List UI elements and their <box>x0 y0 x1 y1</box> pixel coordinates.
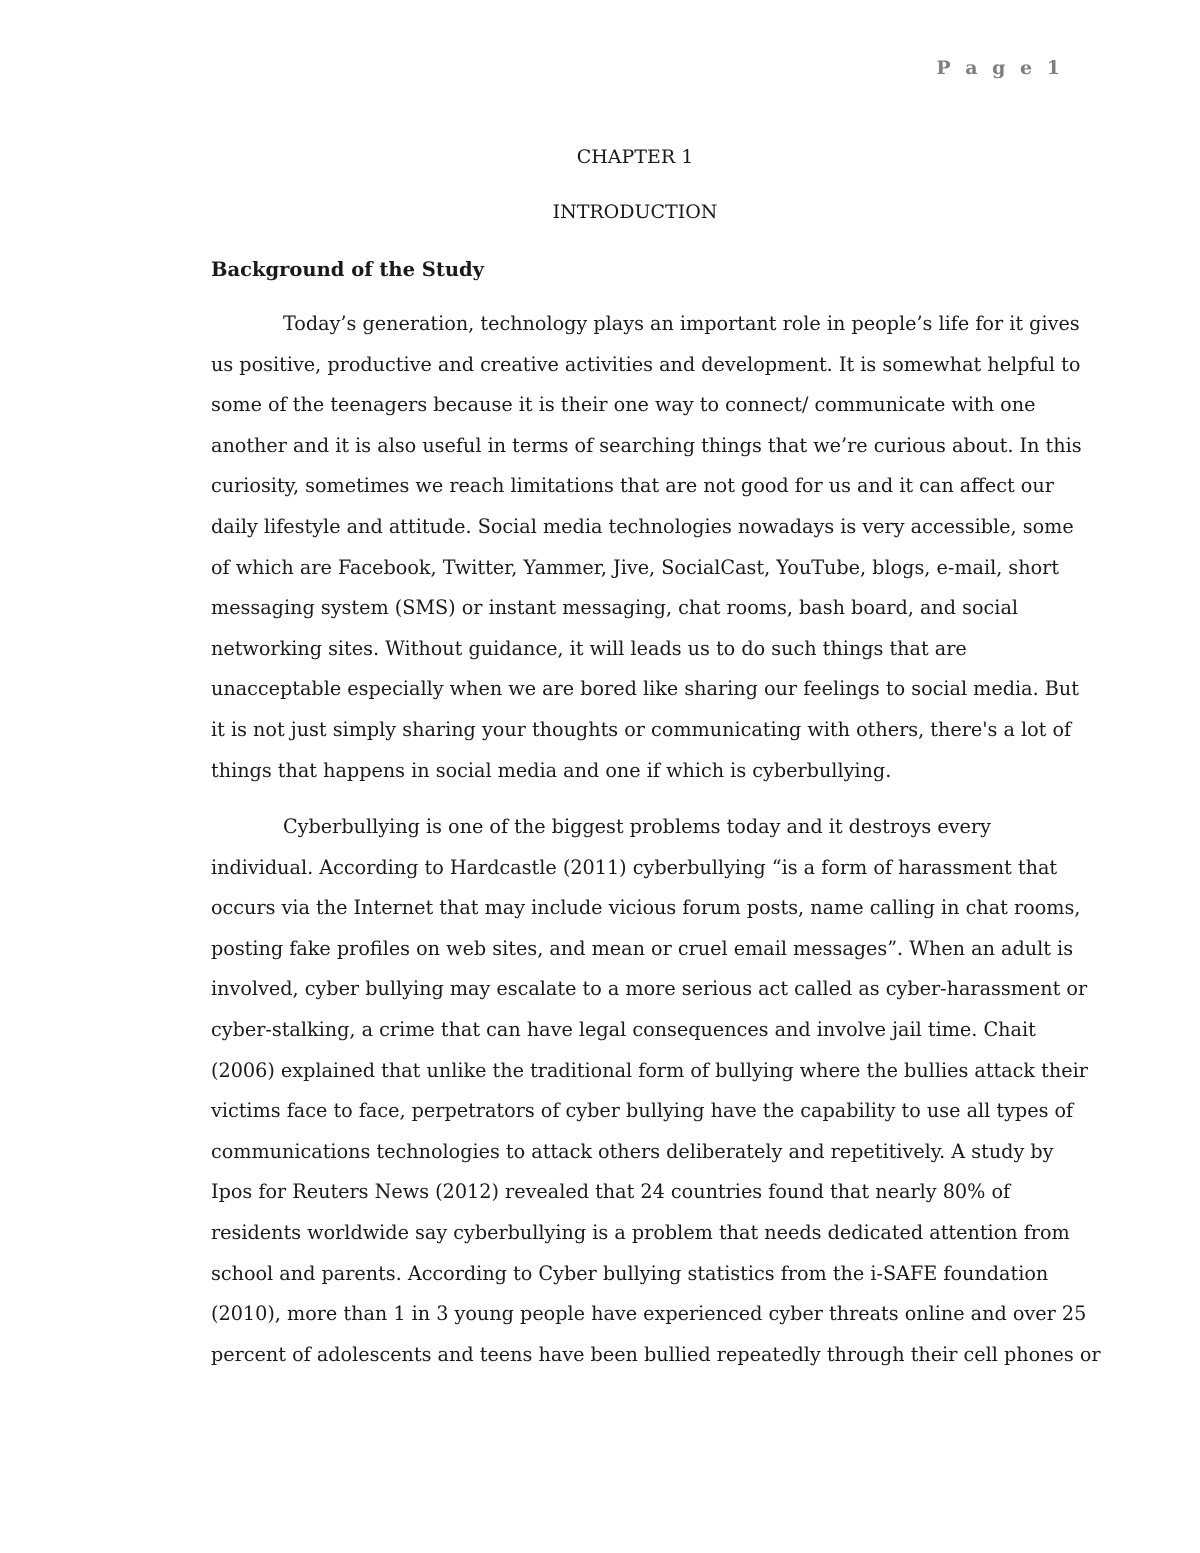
paragraph-line: of which are Facebook, Twitter, Yammer, Jive, SocialCast, YouTube, blogs, e-mail, short <box>211 555 1060 579</box>
paragraph-line: school and parents. According to Cyber bullying statistics from the i-SAFE foundation <box>211 1261 1049 1285</box>
paragraph-line: individual. According to Hardcastle (2011) cyberbullying “is a form of harassment that <box>211 855 1058 879</box>
paragraph-line: us positive, productive and creative activities and development. It is somewhat helpful to <box>211 352 1081 376</box>
paragraph-line: victims face to face, perpetrators of cyber bullying have the capability to use all types of <box>211 1099 1074 1123</box>
paragraph-line: posting fake profiles on web sites, and mean or cruel email messages”. When an adult is <box>211 936 1074 960</box>
paragraph-line: percent of adolescents and teens have been bullied repeatedly through their cell phones or <box>211 1342 1101 1366</box>
paragraph-line: Cyberbullying is one of the biggest problems today and it destroys every <box>283 815 991 838</box>
paragraph-line: Ipos for Reuters News (2012) revealed that 24 countries found that nearly 80% of <box>211 1180 1011 1204</box>
paragraph-1 <box>211 304 1082 791</box>
page-number: 1 <box>1046 57 1060 79</box>
paragraph-line: communications technologies to attack others deliberately and repetitively. A study by <box>211 1139 1054 1163</box>
paragraph-line: networking sites. Without guidance, it will leads us to do such things that are <box>211 636 967 660</box>
paragraph-line: cyber-stalking, a crime that can have legal consequences and involve jail time. Chait <box>211 1017 1036 1041</box>
paragraph-line: residents worldwide say cyberbullying is a problem that needs dedicated attention from <box>211 1220 1070 1244</box>
page-number-header <box>930 56 1060 80</box>
paragraph-line: involved, cyber bullying may escalate to a more serious act called as cyber-harassment or <box>211 977 1088 1001</box>
paragraph-line: some of the teenagers because it is their one way to connect/ communicate with one <box>211 393 1036 417</box>
paragraph-line: messaging system (SMS) or instant messaging, chat rooms, bash board, and social <box>211 596 1019 620</box>
paragraph-line: another and it is also useful in terms of searching things that we’re curious about. In this <box>211 433 1082 457</box>
paragraph-line: it is not just simply sharing your thoughts or communicating with others, there's a lot of <box>211 717 1072 741</box>
paragraph-line: things that happens in social media and one if which is cyberbullying. <box>211 758 892 782</box>
paragraph-2 <box>211 807 1101 1375</box>
paragraph-line: (2010), more than 1 in 3 young people have experienced cyber threats online and over 25 <box>211 1302 1087 1326</box>
section-title: INTRODUCTION <box>552 201 718 223</box>
chapter-title: CHAPTER 1 <box>576 146 694 168</box>
paragraph-line: Today’s generation, technology plays an important role in people’s life for it gives <box>283 312 1080 335</box>
paragraph-line: daily lifestyle and attitude. Social media technologies nowadays is very accessible, some <box>211 514 1074 538</box>
subsection-title: Background of the Study <box>211 258 484 281</box>
paragraph-line: curiosity, sometimes we reach limitations that are not good for us and it can affect our <box>211 474 1054 498</box>
paragraph-line: unacceptable especially when we are bored like sharing our feelings to social media. But <box>211 677 1079 701</box>
paragraph-line: (2006) explained that unlike the traditional form of bullying where the bullies attack their <box>211 1058 1088 1082</box>
paragraph-line: occurs via the Internet that may include vicious forum posts, name calling in chat rooms, <box>211 896 1081 920</box>
page-label: P a g e <box>936 57 1037 79</box>
